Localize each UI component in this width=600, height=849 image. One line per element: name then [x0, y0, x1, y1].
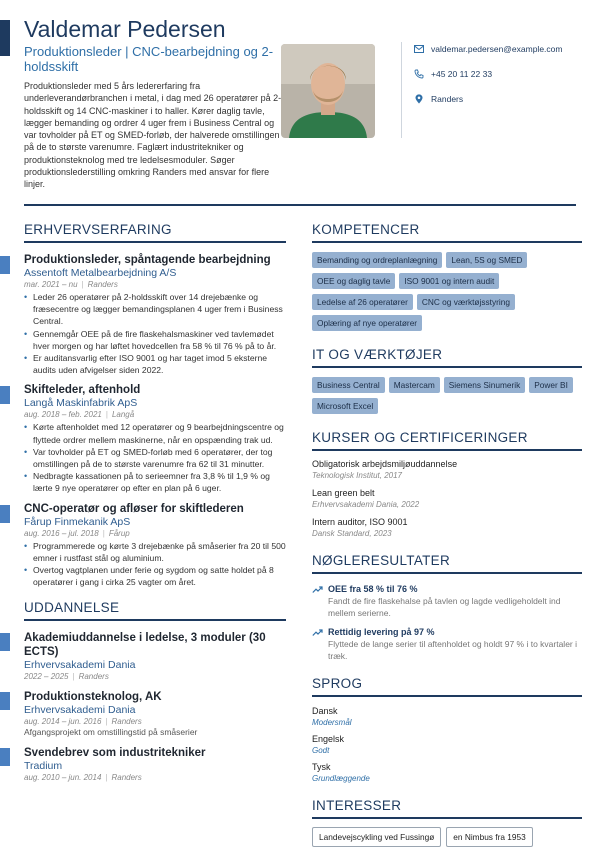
language-entry	[312, 734, 582, 756]
education-dates: aug. 2010 – jun. 2014	[24, 773, 102, 783]
language-entry	[312, 706, 582, 728]
skills-heading: KOMPETENCER	[312, 222, 420, 237]
trend-up-icon	[312, 627, 323, 638]
location-pin-icon	[414, 94, 424, 104]
education-meta: aug. 2014 – jun. 2016 | Randers	[24, 717, 142, 727]
education-title: Akademiuddannelse i ledelse, 3 moduler (30 ECTS)	[24, 632, 266, 659]
experience-heading: ERHVERVSERFARING	[24, 222, 172, 237]
language-name: Engelsk	[312, 734, 345, 744]
section-rule	[24, 619, 286, 621]
course-org: Erhvervsakademi Dania, 2022	[312, 500, 420, 509]
education-location: Randers	[78, 672, 109, 682]
email-text: valdemar.pedersen@example.com	[431, 44, 563, 54]
contact-location	[402, 92, 591, 106]
tools-heading: IT OG VÆRKTØJER	[312, 347, 443, 362]
course-entry	[312, 488, 582, 510]
phone-text: +45 20 11 22 33	[431, 69, 493, 79]
job-meta: aug. 2016 – jul. 2018 | Fårup	[24, 528, 130, 538]
education-org: Tradium	[24, 760, 63, 773]
education-dates: 2022 – 2025	[24, 672, 69, 682]
section-rule	[24, 241, 286, 243]
bullet-item: • Kørte aftenholdet med 12 operatører og 9 bearbejdningscentre og flyttede ordrer mellem maskinerne, når en opspænding trak ud.	[24, 421, 286, 445]
skill-tag: Bemanding og ordreplanlægning	[312, 252, 442, 268]
section-rule	[312, 241, 582, 243]
entry-marker	[0, 505, 10, 523]
entry-marker	[0, 748, 10, 766]
course-name: Lean green belt	[312, 488, 375, 498]
education-org: Erhvervsakademi Dania	[24, 704, 136, 717]
education-org: Erhvervsakademi Dania	[24, 659, 136, 672]
job-entry	[24, 384, 286, 494]
job-location: Langå	[111, 410, 135, 420]
header-accent-bar	[0, 20, 10, 56]
tool-tag: Mastercam	[389, 377, 440, 393]
result-entry	[312, 626, 582, 662]
entry-marker	[0, 386, 10, 404]
result-description: Flyttede de lange serier til aftenholdet og holdt 97 % i to kvartaler i træk.	[328, 639, 578, 661]
skill-tag: CNC og værktøjsstyring	[417, 294, 515, 310]
tool-tag: Microsoft Excel	[312, 398, 378, 414]
location-text: Randers	[431, 94, 464, 104]
job-dates: mar. 2021 – nu	[24, 280, 78, 289]
course-name: Obligatorisk arbejdsmiljøuddannelse	[312, 459, 458, 469]
language-level: Modersmål	[312, 718, 352, 727]
education-note: Afgangsprojekt om omstillingstid på småserier	[24, 727, 198, 738]
bullet-item: • Gennemgår OEE på de fire flaskehalsmaskiner ved tavlemødet hver morgen og har løftet hovedcellen fra 58 % til 76 % på to år.	[24, 328, 286, 352]
job-location: Fårup	[108, 528, 130, 538]
skill-tag: OEE og daglig tavle	[312, 273, 395, 289]
contact-email[interactable]	[402, 42, 591, 56]
tools-tags	[312, 377, 582, 414]
email-icon	[414, 44, 424, 54]
result-entry	[312, 583, 582, 619]
skills-tags	[312, 252, 582, 331]
right-column	[312, 222, 582, 847]
entry-marker	[0, 256, 10, 274]
profile-summary: Produktionsleder med 5 års ledererfaring fra underleverandørbranchen i metal, i dag med 26 operatører på 2-holdsskift og 14 CNC-maskiner i to haller. Kører daglig tavle, lægger bemanding og ordrer 4 uger frem i Business Central og var tovholder på ET og SMED-forløb, der halverede omstillingen på de to største varenumre. Faglært industritekniker og produktionsteknolog med tre ledelsesmoduler. Søger produktionslederstilling omkring Randers med ansvar for flere linjer.	[24, 81, 282, 190]
section-rule	[312, 366, 582, 368]
tool-tag: Power BI	[529, 377, 573, 393]
skill-tag: Oplæring af nye operatører	[312, 315, 422, 331]
results-heading: NØGLERESULTATER	[312, 553, 451, 568]
education-entry	[24, 746, 286, 783]
phone-icon	[414, 69, 424, 79]
header-divider	[24, 204, 576, 206]
tool-tag: Siemens Sinumerik	[444, 377, 525, 393]
course-entry	[312, 517, 582, 539]
language-level: Godt	[312, 746, 330, 755]
education-dates: aug. 2014 – jun. 2016	[24, 717, 102, 727]
left-column	[24, 222, 286, 783]
education-meta: 2022 – 2025 | Randers	[24, 672, 109, 682]
job-company: Fårup Finmekanik ApS	[24, 515, 131, 528]
job-dates: aug. 2018 – feb. 2021	[24, 410, 102, 420]
course-name: Intern auditor, ISO 9001	[312, 517, 408, 527]
job-meta: mar. 2021 – nu | Randers	[24, 280, 118, 289]
interests-heading: INTERESSER	[312, 798, 402, 813]
result-title: OEE fra 58 % til 76 %	[328, 584, 418, 594]
interest-tag: Landevejscykling ved Fussingø	[312, 827, 441, 847]
candidate-title: Produktionsleder | CNC-bearbejdning og 2-holdsskift	[24, 44, 274, 74]
job-location: Randers	[87, 280, 118, 289]
job-dates: aug. 2016 – jul. 2018	[24, 528, 99, 538]
job-bullets	[24, 291, 286, 376]
education-entry	[24, 690, 286, 738]
job-bullets	[24, 421, 286, 494]
job-company: Langå Maskinfabrik ApS	[24, 397, 138, 410]
education-title: Produktionsteknolog, AK	[24, 691, 162, 704]
result-description: Fandt de fire flaskehalse på tavlen og lagde vedligeholdelt ind mellem serierne.	[328, 596, 561, 618]
header	[24, 16, 282, 191]
result-title: Rettidig levering på 97 %	[328, 627, 435, 637]
education-location: Randers	[111, 717, 142, 727]
entry-marker	[0, 633, 10, 651]
section-rule	[312, 695, 582, 697]
job-company: Assentoft Metalbearbejdning A/S	[24, 267, 177, 279]
language-level: Grundlæggende	[312, 774, 370, 783]
section-rule	[312, 817, 582, 819]
tool-tag: Business Central	[312, 377, 385, 393]
bullet-item: • Var tovholder på ET og SMED-forløb med 6 operatører, der tog omstillingen på de to største varenumre fra 62 til 31 minutter.	[24, 446, 286, 470]
skill-tag: Lean, 5S og SMED	[446, 252, 527, 268]
job-title: Skifteleder, aftenhold	[24, 384, 141, 397]
languages-heading: SPROG	[312, 676, 363, 691]
interests-list	[312, 827, 582, 847]
skill-tag: ISO 9001 og intern audit	[399, 273, 499, 289]
bullet-item: • Leder 26 operatører på 2-holdsskift over 14 drejebænke og fræsecentre og lægger bemandingsplanen 4 uger frem i Business Central.	[24, 291, 286, 328]
contact-phone[interactable]	[402, 67, 591, 81]
interest-tag: en Nimbus fra 1953	[446, 827, 532, 847]
course-entry	[312, 459, 582, 481]
job-entry	[24, 254, 286, 376]
education-title: Svendebrev som industritekniker	[24, 747, 206, 760]
job-entry	[24, 503, 286, 589]
skill-tag: Ledelse af 26 operatører	[312, 294, 413, 310]
education-meta: aug. 2010 – jun. 2014 | Randers	[24, 773, 142, 783]
education-entry	[24, 631, 286, 682]
bullet-item: • Er auditansvarlig efter ISO 9001 og har taget imod 5 eksterne audits uden afvigelser siden 2022.	[24, 352, 286, 376]
candidate-name: Valdemar Pedersen	[24, 16, 226, 42]
language-entry	[312, 762, 582, 784]
courses-heading: KURSER OG CERTIFICERINGER	[312, 430, 528, 445]
language-name: Dansk	[312, 706, 338, 716]
bullet-item: • Overtog vagtplanen under ferie og sygdom og satte holdet på 8 operatører i gang i cirka 25 vagter om året.	[24, 564, 286, 588]
course-org: Teknologisk Institut, 2017	[312, 471, 402, 480]
profile-photo	[281, 44, 375, 138]
contact-block	[401, 42, 591, 138]
entry-marker	[0, 692, 10, 710]
bullet-item: • Nedbragte kassationen på to serieemner fra 3,8 % til 1,9 % og lærte 9 nye operatører op efter en plan på 6 uger.	[24, 470, 286, 494]
course-org: Dansk Standard, 2023	[312, 529, 392, 538]
bullet-item: • Programmerede og kørte 3 drejebænke på småserier fra 20 til 500 emner i rustfast stål og aluminium.	[24, 540, 286, 564]
job-meta: aug. 2018 – feb. 2021 | Langå	[24, 410, 135, 420]
section-rule	[312, 572, 582, 574]
trend-up-icon	[312, 584, 323, 595]
job-bullets	[24, 540, 286, 589]
language-name: Tysk	[312, 762, 331, 772]
education-location: Randers	[111, 773, 142, 783]
education-heading: UDDANNELSE	[24, 600, 120, 616]
section-rule	[312, 449, 582, 451]
job-title: CNC-operatør og afløser for skiftlederen	[24, 502, 244, 515]
job-title: Produktionsleder, spåntagende bearbejdning	[24, 254, 271, 266]
